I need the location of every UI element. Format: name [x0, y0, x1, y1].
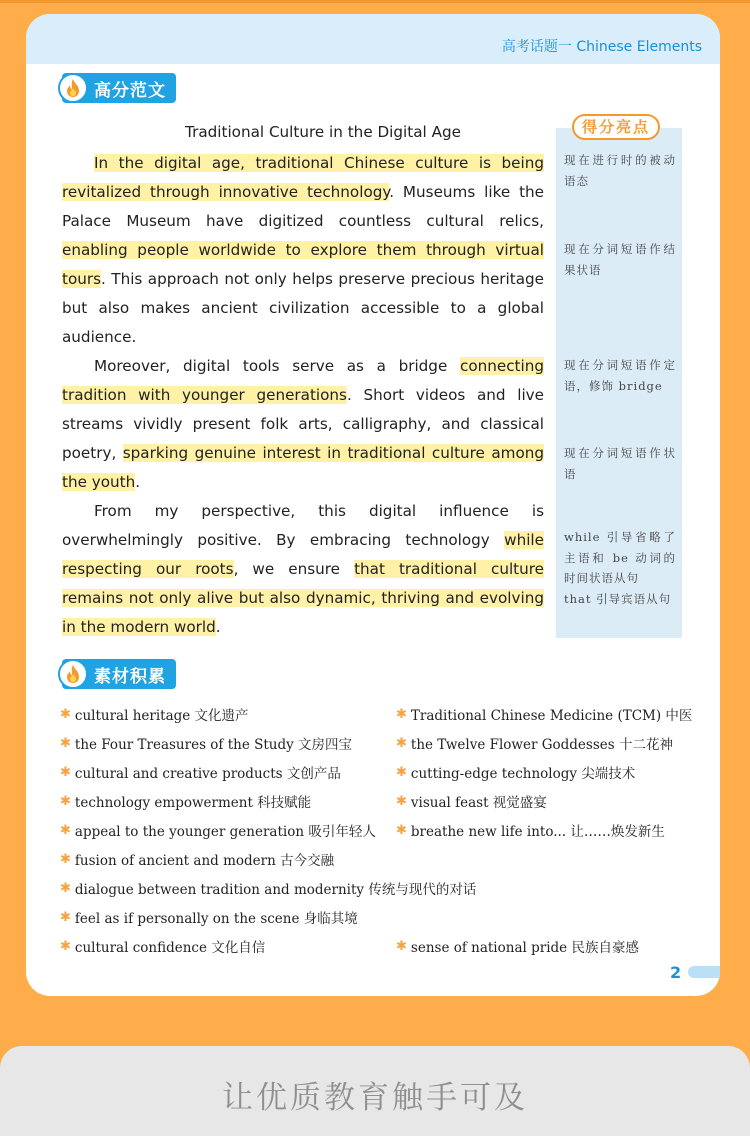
vocab-item: ✱ sense of national pride 民族自豪感 [396, 938, 639, 956]
highlighted-phrase: connecting tradition with younger generations [62, 357, 544, 404]
vocab-item: ✱ Traditional Chinese Medicine (TCM) 中医 [396, 706, 693, 724]
bullet-icon: ✱ [60, 706, 71, 722]
topic-header: 高考话题一 Chinese Elements [501, 39, 702, 55]
top-divider [0, 0, 750, 3]
bullet-icon: ✱ [60, 938, 71, 954]
vocab-item: ✱ fusion of ancient and modern 古今交融 [60, 851, 335, 869]
vocab-item: ✱ visual feast 视觉盛宴 [396, 793, 547, 811]
bullet-icon: ✱ [60, 880, 71, 896]
vocab-item: ✱ the Twelve Flower Goddesses 十二花神 [396, 735, 673, 753]
bullet-icon: ✱ [60, 822, 71, 838]
bullet-icon: ✱ [396, 735, 407, 751]
essay-text: From my perspective, this digital influence is overwhelmingly positive. By embracing technology [62, 502, 544, 549]
bullet-icon: ✱ [60, 851, 71, 867]
bullet-icon: ✱ [60, 735, 71, 751]
page-number: 2 [670, 963, 682, 982]
bullet-icon: ✱ [396, 938, 407, 954]
bullet-icon: ✱ [60, 793, 71, 809]
vocab-item: ✱ appeal to the younger generation 吸引年轻人 [60, 822, 376, 840]
model-essay [62, 118, 544, 642]
essay-paragraph-3 [62, 497, 544, 642]
vocab-item: ✱ cultural heritage 文化遗产 [60, 706, 249, 724]
note-result-adverbial: 现在分词短语作结果状语 [564, 242, 676, 277]
note-while-clause: while 引导省略了主语和 be 动词的时间状语从句 [564, 530, 676, 585]
bullet-icon: ✱ [60, 764, 71, 780]
highlighted-phrase: In the digital age, traditional Chinese culture is being revitalized through innovative technology [62, 154, 544, 201]
vocab-item: ✱ technology empowerment 科技赋能 [60, 793, 312, 811]
highlighted-phrase: while respecting our roots [62, 531, 544, 578]
note-that-clause: that 引导宾语从句 [564, 592, 672, 606]
bullet-icon: ✱ [396, 764, 407, 780]
bullet-icon: ✱ [60, 909, 71, 925]
essay-title: Traditional Culture in the Digital Age [185, 123, 461, 141]
section-title-materials: 素材积累 [94, 666, 166, 687]
essay-text: . [215, 618, 221, 636]
vocab-item: ✱ dialogue between tradition and modernity 传统与现代的对话 [60, 880, 477, 898]
bullet-icon: ✱ [396, 822, 407, 838]
essay-paragraph-2 [62, 352, 544, 497]
flame-icon [58, 73, 88, 103]
highlights-title: 得分亮点 [572, 114, 660, 140]
highlighted-phrase: that traditional culture remains not only alive but also dynamic, thriving and evolving in the modern world [62, 560, 545, 636]
essay-text: . [135, 473, 141, 491]
flame-icon [58, 659, 88, 689]
essay-text: , we ensure [233, 560, 355, 578]
page-number-bar [688, 966, 720, 978]
note-adverbial: 现在分词短语作状语 [564, 446, 676, 481]
section-tag-materials [62, 659, 176, 689]
vocab-item: ✱ feel as if personally on the scene 身临其境 [60, 909, 358, 927]
highlighted-phrase: enabling people worldwide to explore them through virtual tours [62, 241, 544, 288]
note-attributive: 现在分词短语作定语，修饰 bridge [564, 358, 676, 393]
vocab-item: ✱ breathe new life into... 让……焕发新生 [396, 822, 665, 840]
vocab-item: ✱ cultural confidence 文化自信 [60, 938, 266, 956]
footer-slogan: 让优质教育触手可及 [222, 1080, 528, 1116]
essay-text: Moreover, digital tools serve as a bridge [94, 357, 460, 375]
essay-paragraph-1 [62, 149, 544, 352]
essay-text: . Short videos and live streams vividly present folk arts, calligraphy, and classical poetry, [62, 386, 545, 462]
card-header [26, 14, 720, 64]
vocab-item: ✱ cutting-edge technology 尖端技术 [396, 764, 636, 782]
section-title-model-essay: 高分范文 [94, 80, 166, 101]
bullet-icon: ✱ [396, 706, 407, 722]
vocab-item: ✱ cultural and creative products 文创产品 [60, 764, 341, 782]
note-passive-progressive: 现在进行时的被动语态 [564, 153, 676, 188]
vocab-item: ✱ the Four Treasures of the Study 文房四宝 [60, 735, 353, 753]
highlighted-phrase: sparking genuine interest in traditional culture among the youth [62, 444, 545, 491]
essay-text: . Museums like the Palace Museum have digitized countless cultural relics, [62, 183, 544, 230]
essay-text: . This approach not only helps preserve precious heritage but also makes ancient civilization accessible to a global audience. [62, 270, 544, 346]
section-tag-model-essay [62, 73, 176, 103]
bullet-icon: ✱ [396, 793, 407, 809]
